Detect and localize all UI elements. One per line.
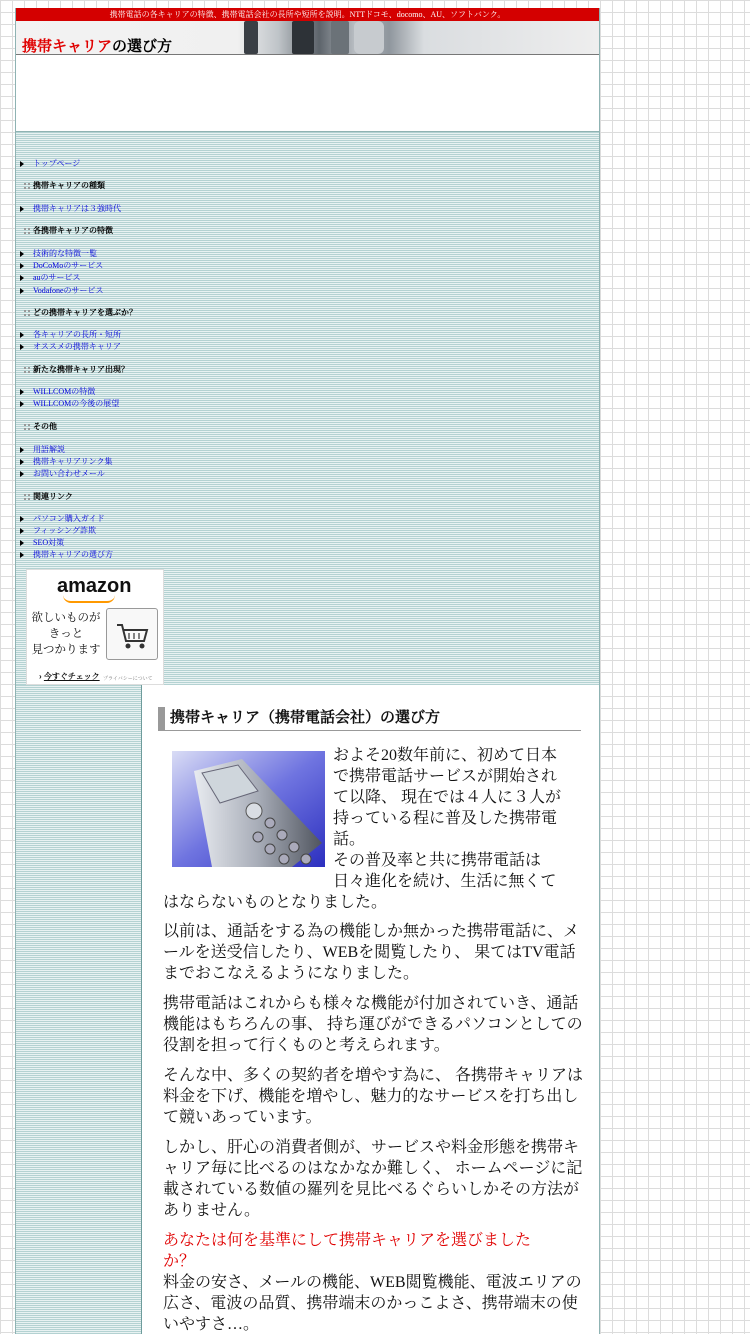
phone-silhouette-graphic bbox=[331, 21, 349, 54]
arrow-right-icon bbox=[20, 263, 24, 269]
arrow-right-icon bbox=[20, 459, 24, 465]
intro-paragraph-end: はならないものとなりました。 bbox=[163, 894, 388, 911]
arrow-right-icon bbox=[20, 389, 24, 395]
site-title-red: 携帯キャリア bbox=[22, 38, 113, 55]
nav-link[interactable]: フィッシング詐欺 bbox=[20, 526, 96, 536]
top-description-bar bbox=[16, 8, 599, 21]
question-heading: あなたは何を基準にして携帯キャリアを選びましたか？ bbox=[163, 1232, 532, 1270]
site-title-black: の選び方 bbox=[112, 38, 173, 55]
nav-link[interactable]: 各キャリアの長所・短所 bbox=[20, 330, 121, 340]
arrow-right-icon bbox=[20, 288, 24, 294]
article-title: 携帯キャリア（携帯電話会社）の選び方 bbox=[158, 707, 581, 731]
nav-link[interactable]: 用語解説 bbox=[20, 445, 65, 455]
grid-bullet-icon bbox=[24, 424, 30, 430]
nav-link[interactable]: DoCoMoのサービス bbox=[20, 261, 103, 271]
nav-heading: 携帯キャリアの種類 bbox=[24, 181, 105, 191]
site-title[interactable] bbox=[22, 35, 172, 55]
grid-bullet-icon bbox=[24, 183, 30, 189]
grid-bullet-icon bbox=[24, 494, 30, 500]
arrow-right-icon bbox=[20, 275, 24, 281]
header-banner bbox=[16, 21, 599, 55]
shopping-cart-icon bbox=[106, 608, 158, 660]
nav-link[interactable]: パソコン購入ガイド bbox=[20, 514, 105, 524]
nav-heading: 関連リンク bbox=[24, 492, 73, 502]
arrow-right-icon bbox=[20, 540, 24, 546]
arrow-right-icon bbox=[20, 344, 24, 350]
phone-silhouette-graphic bbox=[244, 21, 258, 54]
businessman-graphic bbox=[354, 21, 384, 54]
nav-link[interactable]: SEO対策 bbox=[20, 538, 64, 548]
grid-bullet-icon bbox=[24, 367, 30, 373]
arrow-right-icon bbox=[20, 206, 24, 212]
nav-heading: 新たな携帯キャリア出現？ bbox=[24, 365, 129, 375]
nav-link[interactable]: お問い合わせメール bbox=[20, 469, 105, 479]
intro-paragraph-wrap: およそ20数年前に、初めて日本 で携帯電話サービスが開始され て以降、 現在では４人に３人が 持っている程に普及した携帯電 話。 その普及率と共に携帯電話は bbox=[333, 747, 562, 869]
paragraph: そんな中、多くの契約者を増やす為に、 各携帯キャリアは料金を下げ、機能を増やし、魅力的なサービスを打ち出して競いあっています。 bbox=[163, 1067, 584, 1126]
page-wrapper bbox=[15, 8, 600, 1334]
amazon-tagline: 欲しいものが きっと 見つかります bbox=[31, 612, 101, 656]
nav-link[interactable]: WILLCOMの今後の展望 bbox=[20, 399, 119, 409]
arrow-right-icon bbox=[20, 516, 24, 522]
paragraph: 料金の安さ、メールの機能、WEB閲覧機能、電波エリアの広さ、電波の品質、携帯端末のかっこよさ、携帯端末の使いやすさ…。 bbox=[163, 1274, 582, 1333]
amazon-privacy-link[interactable]: プライバシーについて bbox=[103, 676, 153, 682]
nav-link[interactable]: 携帯キャリアは３強時代 bbox=[20, 204, 121, 214]
mobile-phone-photo bbox=[172, 751, 325, 867]
arrow-right-icon bbox=[20, 251, 24, 257]
sidebar-nav bbox=[16, 132, 599, 685]
arrow-right-icon bbox=[20, 552, 24, 558]
nav-link[interactable]: auのサービス bbox=[20, 273, 81, 283]
amazon-ad[interactable] bbox=[26, 569, 164, 685]
paragraph: 携帯電話はこれからも様々な機能が付加されていき、通話機能はもちろんの事、 持ち運びができるパソコンとしての役割を担って行くものと考えられます。 bbox=[163, 995, 583, 1054]
amazon-logo: amazon bbox=[57, 575, 132, 597]
nav-link-top-page[interactable]: トップページ bbox=[20, 159, 80, 169]
grid-bullet-icon bbox=[24, 228, 30, 234]
ad-banner-area bbox=[16, 55, 599, 132]
grid-bullet-icon bbox=[24, 310, 30, 316]
arrow-right-icon bbox=[20, 528, 24, 534]
nav-link[interactable]: 携帯キャリアリンク集 bbox=[20, 457, 113, 467]
main-content bbox=[142, 685, 599, 1334]
nav-heading: どの携帯キャリアを選ぶか？ bbox=[24, 308, 137, 318]
nav-heading: 各携帯キャリアの特徴 bbox=[24, 226, 113, 236]
sidebar-column bbox=[16, 685, 142, 1334]
paragraph: しかし、肝心の消費者側が、サービスや料金形態を携帯キャリア毎に比べるのはなかなか難しく、 ホームページに記載されている数値の羅列を見比べるぐらいしかその方法がありません。 bbox=[163, 1139, 583, 1219]
nav-link[interactable]: WILLCOMの特徴 bbox=[20, 387, 95, 397]
arrow-right-icon bbox=[20, 447, 24, 453]
nav-link[interactable]: Vodafoneのサービス bbox=[20, 286, 104, 296]
arrow-right-icon bbox=[20, 332, 24, 338]
arrow-right-icon bbox=[20, 401, 24, 407]
nav-link[interactable]: 携帯キャリアの選び方 bbox=[20, 550, 113, 560]
amazon-smile-icon bbox=[63, 595, 115, 603]
top-description-text: 携帯電話の各キャリアの特徴、携帯電話会社の長所や短所を説明。NTTドコモ、docomo、AU、ソフトバンク。 bbox=[109, 10, 506, 19]
arrow-right-icon bbox=[20, 471, 24, 477]
phone-silhouette-graphic bbox=[292, 21, 314, 54]
intro-paragraph-cont: 日々進化を続け、生活に無くて bbox=[333, 873, 557, 890]
nav-heading: その他 bbox=[24, 422, 57, 432]
paragraph: 以前は、通話をする為の機能しか無かった携帯電話に、メールを送受信したり、WEBを閲覧したり、 果てはTV電話までおこなえるようになりました。 bbox=[163, 923, 580, 982]
nav-link[interactable]: オススメの携帯キャリア bbox=[20, 342, 121, 352]
nav-link[interactable]: 技術的な特徴一覧 bbox=[20, 249, 97, 259]
amazon-check-link[interactable]: › 今すぐチェック bbox=[39, 672, 100, 681]
arrow-right-icon bbox=[20, 161, 24, 167]
